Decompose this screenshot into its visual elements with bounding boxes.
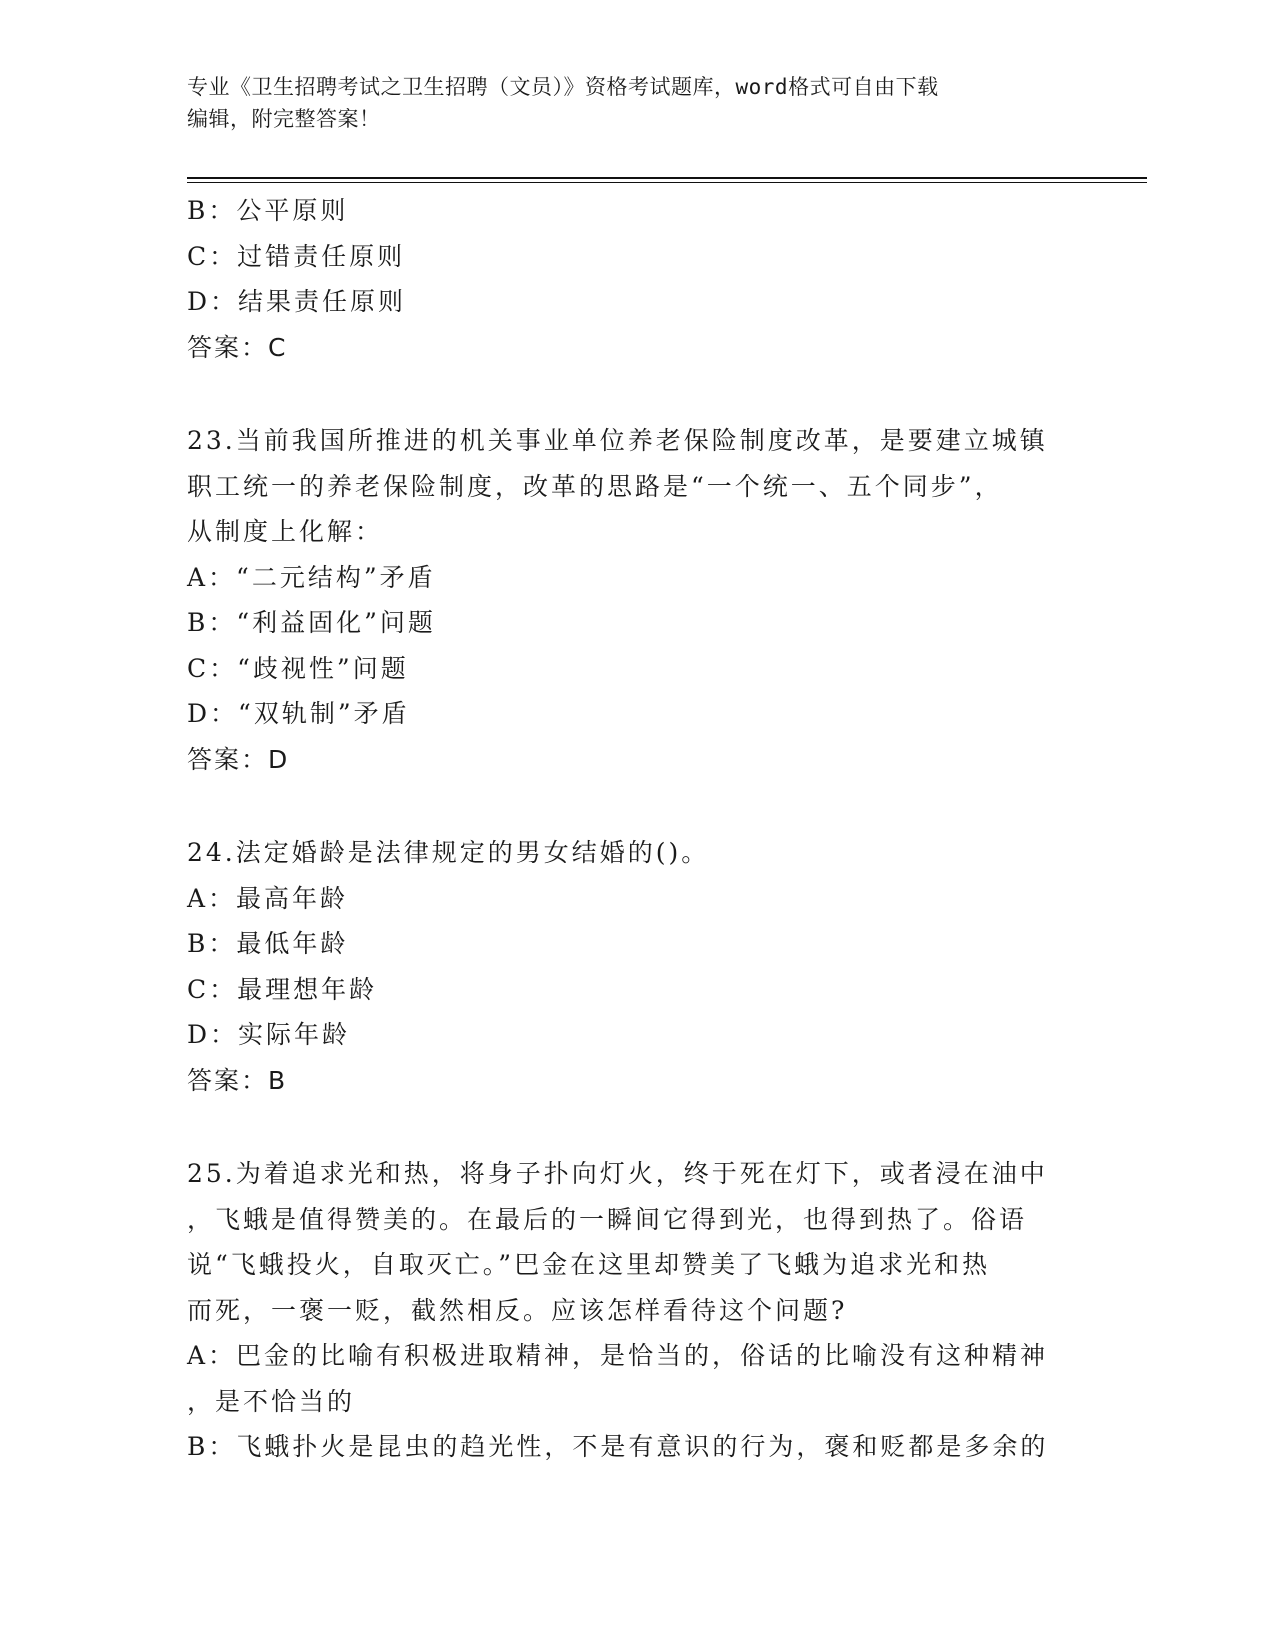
question-stem: 25.为着追求光和热，将身子扑向灯火，终于死在灯下，或者浸在油中 bbox=[187, 1159, 1048, 1188]
question-stem: 而死，一褒一贬，截然相反。应该怎样看待这个问题? bbox=[187, 1295, 848, 1325]
option-d: D：“双轨制”矛盾 bbox=[187, 699, 410, 728]
question-stem: ，飞蛾是值得赞美的。在最后的一瞬间它得到光，也得到热了。俗语 bbox=[187, 1204, 1028, 1234]
header-line: 专业《卫生招聘考试之卫生招聘（文员）》资格考试题库，word格式可自由下载 bbox=[187, 75, 939, 99]
option-a: A：巴金的比喻有积极进取精神，是恰当的，俗话的比喻没有这种精神 bbox=[187, 1341, 1049, 1370]
option-d: D：结果责任原则 bbox=[187, 287, 407, 316]
answer-line: 答案：B bbox=[187, 1065, 288, 1095]
question-stem: 23.当前我国所推进的机关事业单位养老保险制度改革，是要建立城镇 bbox=[187, 426, 1048, 455]
option-c: C：“歧视性”问题 bbox=[187, 653, 409, 683]
header-line: 编辑，附完整答案！ bbox=[187, 107, 381, 131]
option-a: A：最高年龄 bbox=[187, 883, 349, 913]
question-stem: 从制度上化解： bbox=[187, 517, 384, 546]
option-a-continued: ，是不恰当的 bbox=[187, 1386, 356, 1416]
document-header bbox=[187, 71, 1087, 135]
question-stem: 说“飞蛾投火，自取灭亡。”巴金在这里却赞美了飞蛾为追求光和热 bbox=[187, 1250, 991, 1279]
header-divider bbox=[187, 177, 1147, 183]
option-c: C：过错责任原则 bbox=[187, 241, 406, 271]
answer-line: 答案：D bbox=[187, 744, 290, 774]
option-b: B：“利益固化”问题 bbox=[187, 608, 436, 637]
option-b: B：最低年龄 bbox=[187, 929, 349, 958]
option-d: D：实际年龄 bbox=[187, 1020, 351, 1049]
question-stem: 24.法定婚龄是法律规定的男女结婚的()。 bbox=[187, 838, 710, 867]
option-b: B：公平原则 bbox=[187, 196, 349, 225]
answer-line: 答案：C bbox=[187, 332, 288, 362]
option-c: C：最理想年龄 bbox=[187, 974, 378, 1004]
question-stem: 职工统一的养老保险制度，改革的思路是“一个统一、五个同步”， bbox=[187, 471, 1003, 501]
option-b: B：飞蛾扑火是昆虫的趋光性，不是有意识的行为，褒和贬都是多余的 bbox=[187, 1432, 1049, 1461]
question-list bbox=[187, 188, 1067, 1470]
option-a: A：“二元结构”矛盾 bbox=[187, 562, 436, 592]
